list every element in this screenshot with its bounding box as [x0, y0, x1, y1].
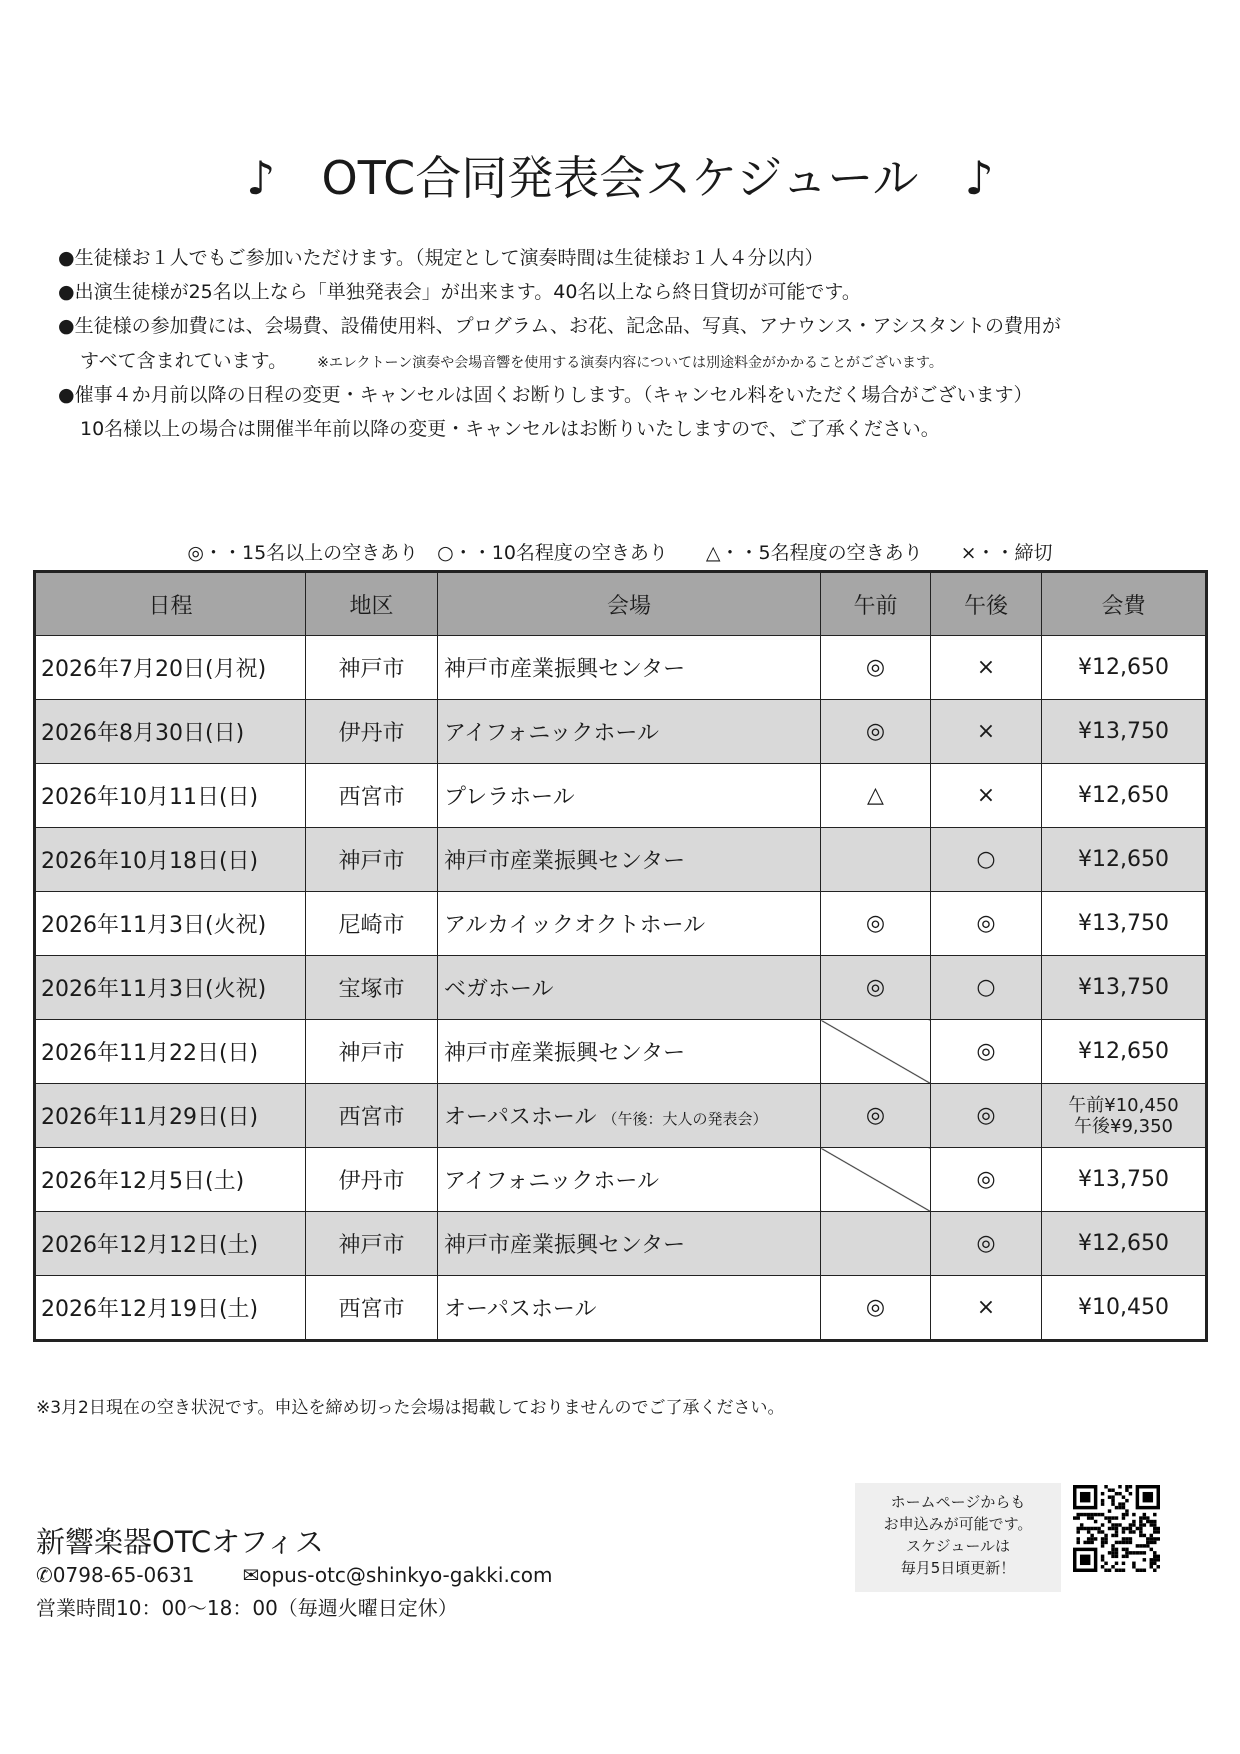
table-row [35, 1148, 1207, 1212]
area-cell: 神戸市 [306, 1020, 438, 1084]
venue-cell [438, 892, 821, 956]
fee: ¥10,450 [1078, 1295, 1169, 1320]
business-hours: 営業時間10：00～18：00（毎週火曜日定休） [36, 1596, 458, 1620]
fee-cell [1042, 1148, 1207, 1212]
venue-name: オーパスホール [444, 1105, 597, 1130]
table-row [35, 956, 1207, 1020]
pm-availability-cell: ○ [931, 828, 1042, 892]
header-am: 午前 [821, 572, 931, 636]
pm-availability-cell: × [931, 636, 1042, 700]
header-fee: 会費 [1042, 572, 1207, 636]
table-row [35, 1084, 1207, 1148]
am-availability-cell: ◎ [821, 700, 931, 764]
header-area: 地区 [306, 572, 438, 636]
availability-legend: ◎・・15名以上の空きあり ○・・10名程度の空きあり △・・5名程度の空きあり ×・・締切 [187, 542, 1053, 564]
pm-availability-cell: ◎ [931, 1084, 1042, 1148]
venue-cell [438, 1084, 821, 1148]
fee-cell [1042, 1084, 1207, 1148]
pm-availability-cell: ◎ [931, 892, 1042, 956]
table-row [35, 764, 1207, 828]
fee-cell [1042, 1212, 1207, 1276]
area-cell: 西宮市 [306, 764, 438, 828]
venue-cell [438, 828, 821, 892]
fee: ¥12,650 [1078, 655, 1169, 680]
fee: ¥12,650 [1078, 847, 1169, 872]
qr-code[interactable] [1073, 1484, 1160, 1573]
pm-availability-cell: ◎ [931, 1148, 1042, 1212]
venue-name: 神戸市産業振興センター [444, 1041, 686, 1066]
venue-cell [438, 764, 821, 828]
phone-icon: ✆ [36, 1563, 53, 1587]
fee: ¥13,750 [1078, 1167, 1169, 1192]
promo-line: ホームページからも [890, 1493, 1026, 1511]
fee: ¥13,750 [1078, 975, 1169, 1000]
office-name: 新響楽器OTCオフィス [36, 1525, 324, 1559]
page-title: ♪ OTC合同発表会スケジュール ♪ [246, 151, 994, 205]
pm-availability-cell: × [931, 700, 1042, 764]
fee-am: 午前¥10,450 [1068, 1094, 1179, 1116]
pm-availability-cell: × [931, 1276, 1042, 1341]
am-availability-cell: ◎ [821, 636, 931, 700]
area-cell: 西宮市 [306, 1084, 438, 1148]
venue-name: プレラホール [444, 785, 575, 810]
am-not-available-cell [821, 828, 931, 892]
fee-cell [1042, 636, 1207, 700]
date-cell: 2026年8月30日(日) [35, 700, 306, 764]
date-cell: 2026年10月18日(日) [35, 828, 306, 892]
mail-icon: ✉ [242, 1563, 260, 1587]
venue-cell [438, 1020, 821, 1084]
pm-availability-cell: ○ [931, 956, 1042, 1020]
venue-note: （午後：大人の発表会） [602, 1110, 768, 1128]
table-row [35, 1212, 1207, 1276]
note-participation: ●生徒様お１人でもご参加いただけます。（規定として演奏時間は生徒様お１人４分以内） [58, 247, 824, 269]
venue-cell [438, 636, 821, 700]
note-cancellation-group: 10名様以上の場合は開催半年前以降の変更・キャンセルはお断りいたしますので、ご了承ください。 [80, 418, 940, 440]
promo-line: スケジュールは [905, 1537, 1011, 1555]
note-fee-includes: ●生徒様の参加費には、会場費、設備使用料、プログラム、お花、記念品、写真、アナウンス・アシスタントの費用が [58, 315, 1062, 337]
fee: ¥13,750 [1078, 911, 1169, 936]
am-not-available-cell [821, 1212, 931, 1276]
note-fee-includes-2: すべて含まれています。 [80, 350, 288, 372]
schedule-table [33, 570, 1208, 1342]
note-solo-recital: ●出演生徒様が25名以上なら「単独発表会」が出来ます。40名以上なら終日貸切が可能です。 [58, 281, 861, 303]
venue-name: アルカイックオクトホール [444, 913, 706, 938]
fee-cell [1042, 892, 1207, 956]
am-availability-cell: ◎ [821, 1084, 931, 1148]
am-not-available-cell [821, 1020, 931, 1084]
venue-name: 神戸市産業振興センター [444, 657, 686, 682]
table-row [35, 1020, 1207, 1084]
header-pm: 午後 [931, 572, 1042, 636]
table-row [35, 828, 1207, 892]
area-cell: 西宮市 [306, 1276, 438, 1341]
am-availability-cell: ◎ [821, 956, 931, 1020]
fee-cell [1042, 1020, 1207, 1084]
date-cell: 2026年11月29日(日) [35, 1084, 306, 1148]
venue-name: 神戸市産業振興センター [444, 849, 686, 874]
table-row [35, 636, 1207, 700]
table-row [35, 1276, 1207, 1341]
date-cell: 2026年11月22日(日) [35, 1020, 306, 1084]
date-cell: 2026年11月3日(火祝) [35, 956, 306, 1020]
fee-pm: 午後¥9,350 [1074, 1115, 1173, 1137]
venue-name: アイフォニックホール [444, 721, 659, 746]
area-cell: 伊丹市 [306, 700, 438, 764]
promo-line: 毎月5日頃更新！ [900, 1559, 1016, 1577]
fee-cell [1042, 764, 1207, 828]
promo-line: お申込みが可能です。 [883, 1515, 1033, 1533]
fee-cell [1042, 956, 1207, 1020]
pm-availability-cell: ◎ [931, 1212, 1042, 1276]
venue-cell [438, 1212, 821, 1276]
fee: ¥12,650 [1078, 1039, 1169, 1064]
fee-cell [1042, 700, 1207, 764]
venue-name: ベガホール [444, 977, 554, 1002]
venue-name: アイフォニックホール [444, 1169, 659, 1194]
date-cell: 2026年12月5日(土) [35, 1148, 306, 1212]
homepage-promo [855, 1483, 1061, 1592]
fee: ¥13,750 [1078, 719, 1169, 744]
email-address[interactable]: opus-otc@shinkyo-gakki.com [259, 1563, 553, 1587]
table-header [35, 572, 1207, 636]
note-fee-includes-cont [80, 346, 943, 373]
venue-cell [438, 1148, 821, 1212]
fee-cell [1042, 1276, 1207, 1341]
date-cell: 2026年10月11日(日) [35, 764, 306, 828]
area-cell: 神戸市 [306, 828, 438, 892]
note-electone: ※エレクトーン演奏や会場音響を使用する演奏内容については別途料金がかかることがございます。 [317, 355, 943, 371]
table-row [35, 892, 1207, 956]
venue-cell [438, 956, 821, 1020]
am-availability-cell: ◎ [821, 892, 931, 956]
date-cell: 2026年12月19日(土) [35, 1276, 306, 1341]
fee: ¥12,650 [1078, 783, 1169, 808]
venue-cell [438, 700, 821, 764]
am-availability-cell: △ [821, 764, 931, 828]
date-cell: 2026年11月3日(火祝) [35, 892, 306, 956]
pm-availability-cell: × [931, 764, 1042, 828]
area-cell: 神戸市 [306, 636, 438, 700]
pm-availability-cell: ◎ [931, 1020, 1042, 1084]
header-venue: 会場 [438, 572, 821, 636]
venue-cell [438, 1276, 821, 1341]
contact-line [36, 1563, 553, 1587]
table-row [35, 700, 1207, 764]
area-cell: 尼崎市 [306, 892, 438, 956]
area-cell: 伊丹市 [306, 1148, 438, 1212]
fee-cell [1042, 828, 1207, 892]
note-cancellation: ●催事４か月前以降の日程の変更・キャンセルは固くお断りします。（キャンセル料をいただく場合がございます） [58, 384, 1033, 406]
phone-number: 0798-65-0631 [52, 1563, 195, 1587]
date-cell: 2026年7月20日(月祝) [35, 636, 306, 700]
header-date: 日程 [35, 572, 306, 636]
area-cell: 神戸市 [306, 1212, 438, 1276]
venue-name: オーパスホール [444, 1297, 597, 1322]
fee: ¥12,650 [1078, 1231, 1169, 1256]
am-availability-cell: ◎ [821, 1276, 931, 1341]
date-cell: 2026年12月12日(土) [35, 1212, 306, 1276]
footnote: ※3月2日現在の空き状況です。申込を締め切った会場は掲載しておりませんのでご了承ください。 [36, 1398, 785, 1418]
am-not-available-cell [821, 1148, 931, 1212]
venue-name: 神戸市産業振興センター [444, 1233, 686, 1258]
area-cell: 宝塚市 [306, 956, 438, 1020]
